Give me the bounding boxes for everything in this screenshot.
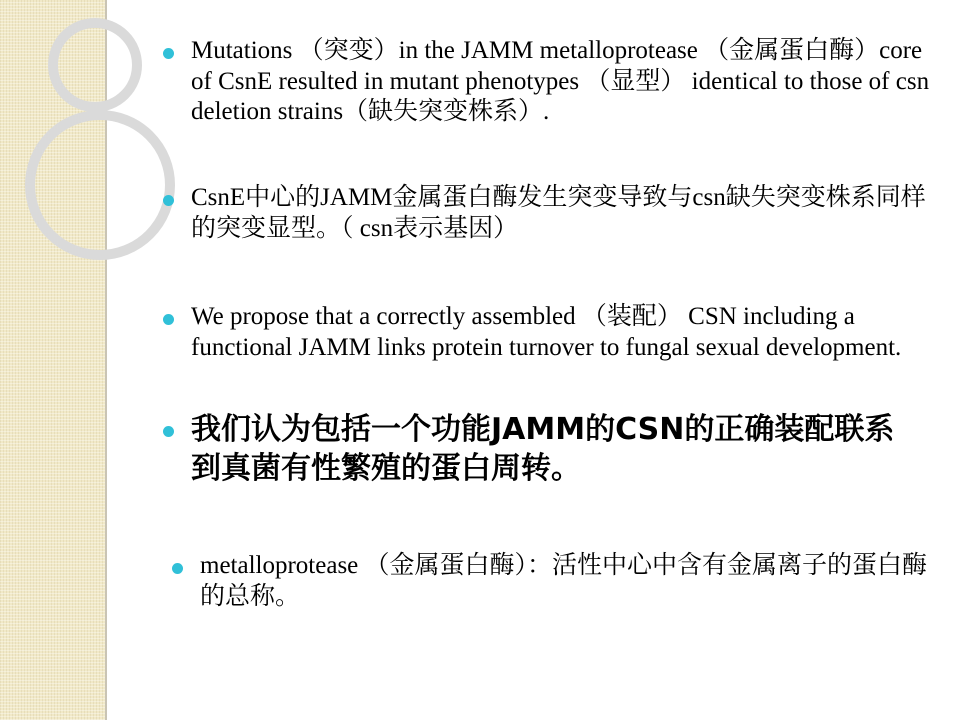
- bullet-mutations-zh: [163, 183, 946, 244]
- bullet-mutations-en: [163, 36, 946, 128]
- bullet-text: 我们认为包括一个功能JAMM的CSN的正确装配联系到真菌有性繁殖的蛋白周转。: [191, 412, 895, 486]
- bullet-propose-en: [163, 302, 931, 363]
- bullet-text: Mutations （突变）in the JAMM metalloprotease （金属蛋白酶）core of CsnE resulted in mutant phenotypes （显型） identical to those of csn deletion strains（缺失突变株系）.: [191, 37, 930, 125]
- bullet-text: metalloprotease （金属蛋白酶）：活性中心中含有金属离子的蛋白酶的总称。: [200, 552, 928, 610]
- ring-upper: [53, 23, 137, 107]
- bullet-propose-zh: [163, 410, 906, 488]
- bullet-text: CsnE中心的JAMM金属蛋白酶发生突变导致与csn缺失突变株系同样的突变显型。（ csn表示基因）: [191, 184, 926, 242]
- bullet-definition-zh: [172, 551, 950, 612]
- bullet-text: We propose that a correctly assembled （装配） CSN including a functional JAMM links protein turnover to fungal sexual development.: [191, 303, 902, 361]
- ring-lower: [30, 115, 170, 255]
